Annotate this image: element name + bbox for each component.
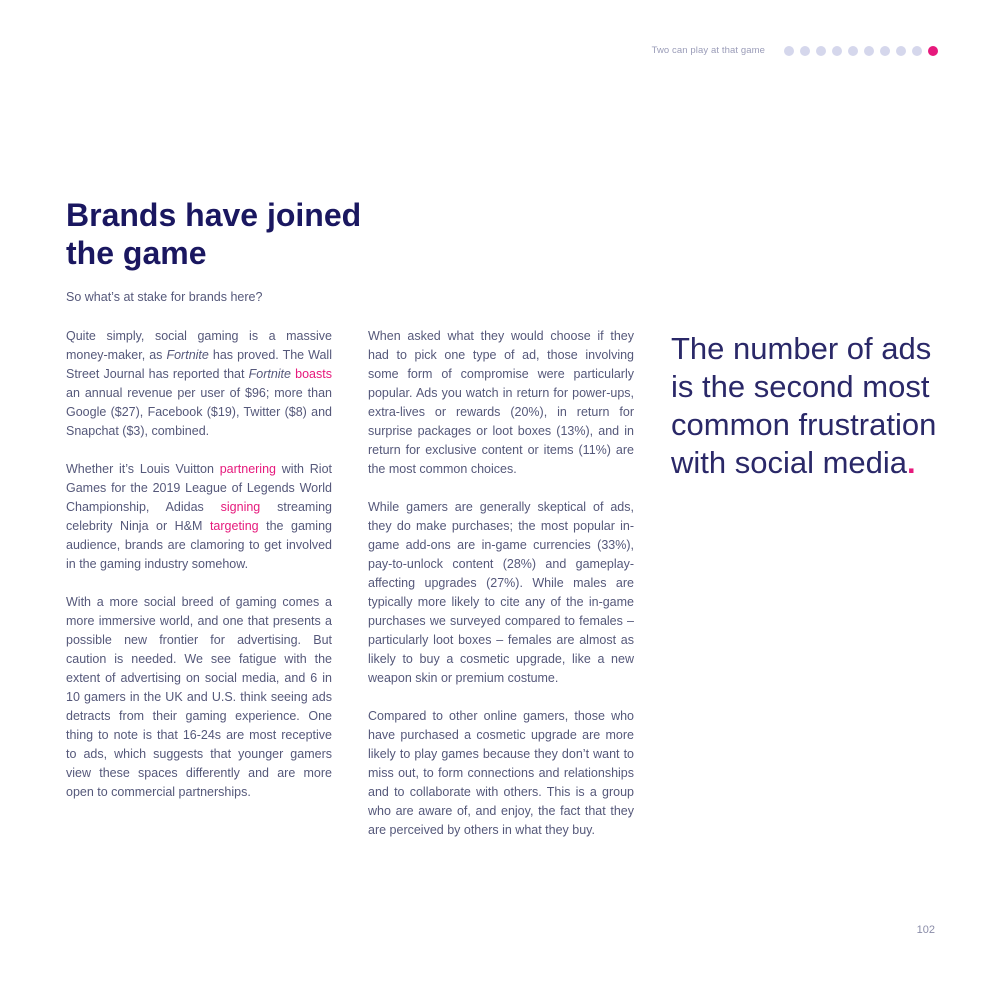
paragraph: When asked what they would choose if they had to pick one type of ad, those involving some form of compromise were particularly popular. Ads you watch in return for power-ups, extra-lives or rewards (20%), in return for surprise packages or loot boxes (13%), and in return for exclusive content or items (11%) are the most common choices. bbox=[368, 329, 634, 476]
text-italic: Fortnite bbox=[166, 348, 209, 362]
text: has proved. The Wall Street Journal has reported that bbox=[66, 348, 332, 381]
page-title: Brands have joined the game bbox=[66, 197, 362, 271]
progress-dot bbox=[896, 46, 906, 56]
paragraph: With a more social breed of gaming comes a more immersive world, and one that presents a possible new frontier for advertising. But caution is needed. We see fatigue with the extent of advertising on social media, and 6 in 10 gamers in the UK and U.S. think seeing ads detracts from their gaming experience. One thing to note is that 16-24s are most receptive to ads, which suggests that younger gamers view these spaces differently and are more open to commercial partnerships. bbox=[66, 595, 332, 799]
section-label: Two can play at that game bbox=[651, 45, 765, 56]
pull-quote-accent-dot: . bbox=[907, 445, 916, 480]
progress-dot bbox=[912, 46, 922, 56]
progress-dot bbox=[784, 46, 794, 56]
text: Quite simply, social gaming is a massive money-maker, as bbox=[66, 329, 332, 362]
text-italic: Fortnite bbox=[248, 367, 291, 381]
body-column-middle bbox=[368, 327, 634, 859]
text: with Riot Games for the 2019 League of Legends World Championship, Adidas bbox=[66, 462, 332, 514]
paragraph: Compared to other online gamers, those who have purchased a cosmetic upgrade are more likely to play games because they don’t want to miss out, to form connections and relationships and to collaborate with others. This is a group who are aware of, and enjoy, the fact that they are perceived by others in what they buy. bbox=[368, 709, 634, 837]
signing-link[interactable]: signing bbox=[220, 500, 261, 514]
pull-quote bbox=[671, 330, 951, 482]
text: streaming celebrity Ninja or H&M bbox=[66, 500, 333, 533]
progress-dot bbox=[800, 46, 810, 56]
progress-dot-active bbox=[928, 46, 938, 56]
boasts-link[interactable]: boasts bbox=[295, 367, 332, 381]
text: an annual revenue per user of $96; more than Google ($27), Facebook ($19), Twitter ($8) and Snapchat ($3), combined. bbox=[66, 386, 332, 438]
progress-dot bbox=[816, 46, 826, 56]
targeting-link[interactable]: targeting bbox=[209, 519, 259, 533]
paragraph bbox=[66, 460, 332, 574]
paragraph bbox=[66, 327, 332, 441]
page-number: 102 bbox=[916, 924, 935, 936]
page-subtitle: So what’s at stake for brands here? bbox=[66, 290, 263, 304]
text: Whether it’s Louis Vuitton bbox=[66, 462, 220, 476]
partnering-link[interactable]: partnering bbox=[219, 462, 276, 476]
pull-quote-text: The number of ads is the second most common frustration with social media bbox=[671, 331, 937, 480]
progress-dot bbox=[848, 46, 858, 56]
text: the gaming audience, brands are clamoring to get involved in the gaming industry somehow. bbox=[66, 519, 332, 571]
paragraph: While gamers are generally skeptical of ads, they do make purchases; the most popular in-game add-ons are in-game currencies (33%), pay-to-unlock content (28%) and gameplay-affecting upgrades (27%). While males are typically more likely to cite any of the in-game purchases we surveyed compared to females – particularly loot boxes – females are almost as likely to buy a cosmetic upgrade, like a new weapon skin or premium costume. bbox=[368, 500, 634, 685]
body-column-left bbox=[66, 327, 332, 821]
progress-dot bbox=[832, 46, 842, 56]
progress-dot bbox=[864, 46, 874, 56]
progress-dot bbox=[880, 46, 890, 56]
